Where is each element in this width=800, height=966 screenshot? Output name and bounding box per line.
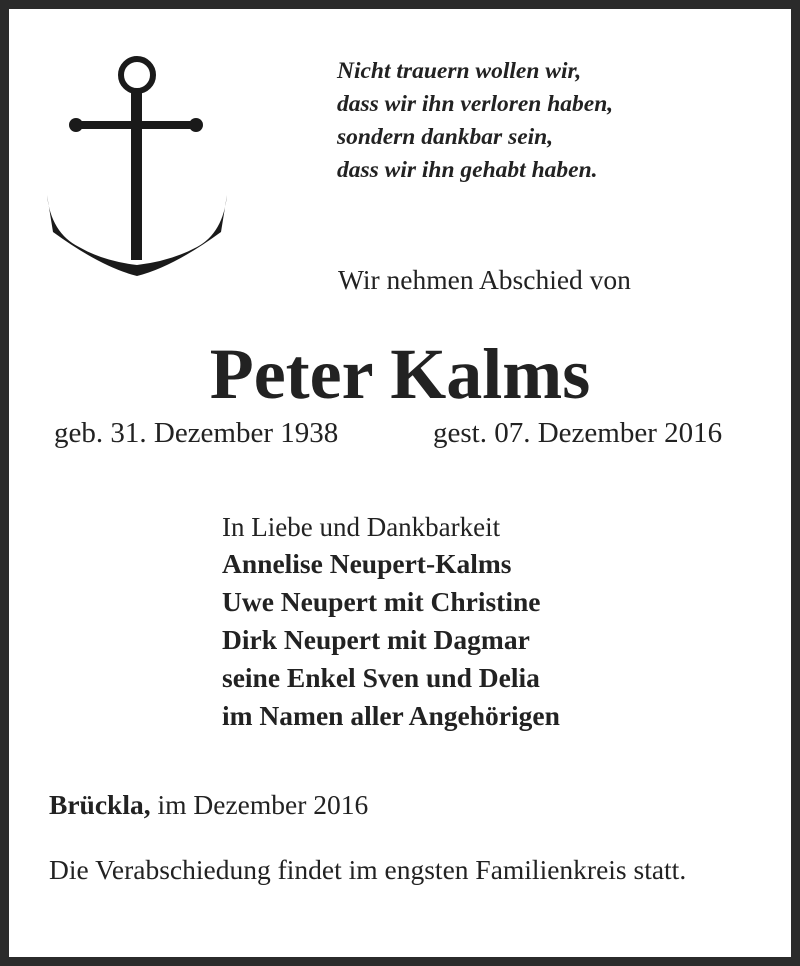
deceased-name: Peter Kalms [209, 334, 591, 414]
memorial-quote [337, 55, 777, 187]
place-date-line [49, 789, 368, 821]
quote-line: sondern dankbar sein, [337, 124, 554, 150]
birth-date: geb. 31. Dezember 1938 [54, 417, 339, 449]
farewell-text: Wir nehmen Abschied von [338, 264, 631, 295]
mourner-name: seine Enkel Sven und Delia [222, 662, 540, 693]
mourner-name: Annelise Neupert-Kalms [222, 548, 512, 579]
anchor-icon [41, 47, 237, 283]
mourner-name: Dirk Neupert mit Dagmar [222, 624, 530, 655]
mourners-list [222, 545, 560, 735]
place-town: Brückla, [49, 789, 151, 820]
ceremony-note: Die Verabschiedung findet im engsten Familienkreis statt. [49, 854, 687, 885]
mourner-name: Uwe Neupert mit Christine [222, 586, 541, 617]
quote-line: Nicht trauern wollen wir, [337, 58, 582, 84]
mourner-name: im Namen aller Angehörigen [222, 700, 560, 731]
mourners-intro: In Liebe und Dankbarkeit [222, 512, 501, 542]
death-date: gest. 07. Dezember 2016 [433, 417, 723, 449]
quote-line: dass wir ihn gehabt haben. [337, 157, 598, 183]
quote-line: dass wir ihn verloren haben, [337, 91, 614, 117]
place-date: im Dezember 2016 [150, 789, 369, 820]
mourners-block [222, 509, 560, 735]
